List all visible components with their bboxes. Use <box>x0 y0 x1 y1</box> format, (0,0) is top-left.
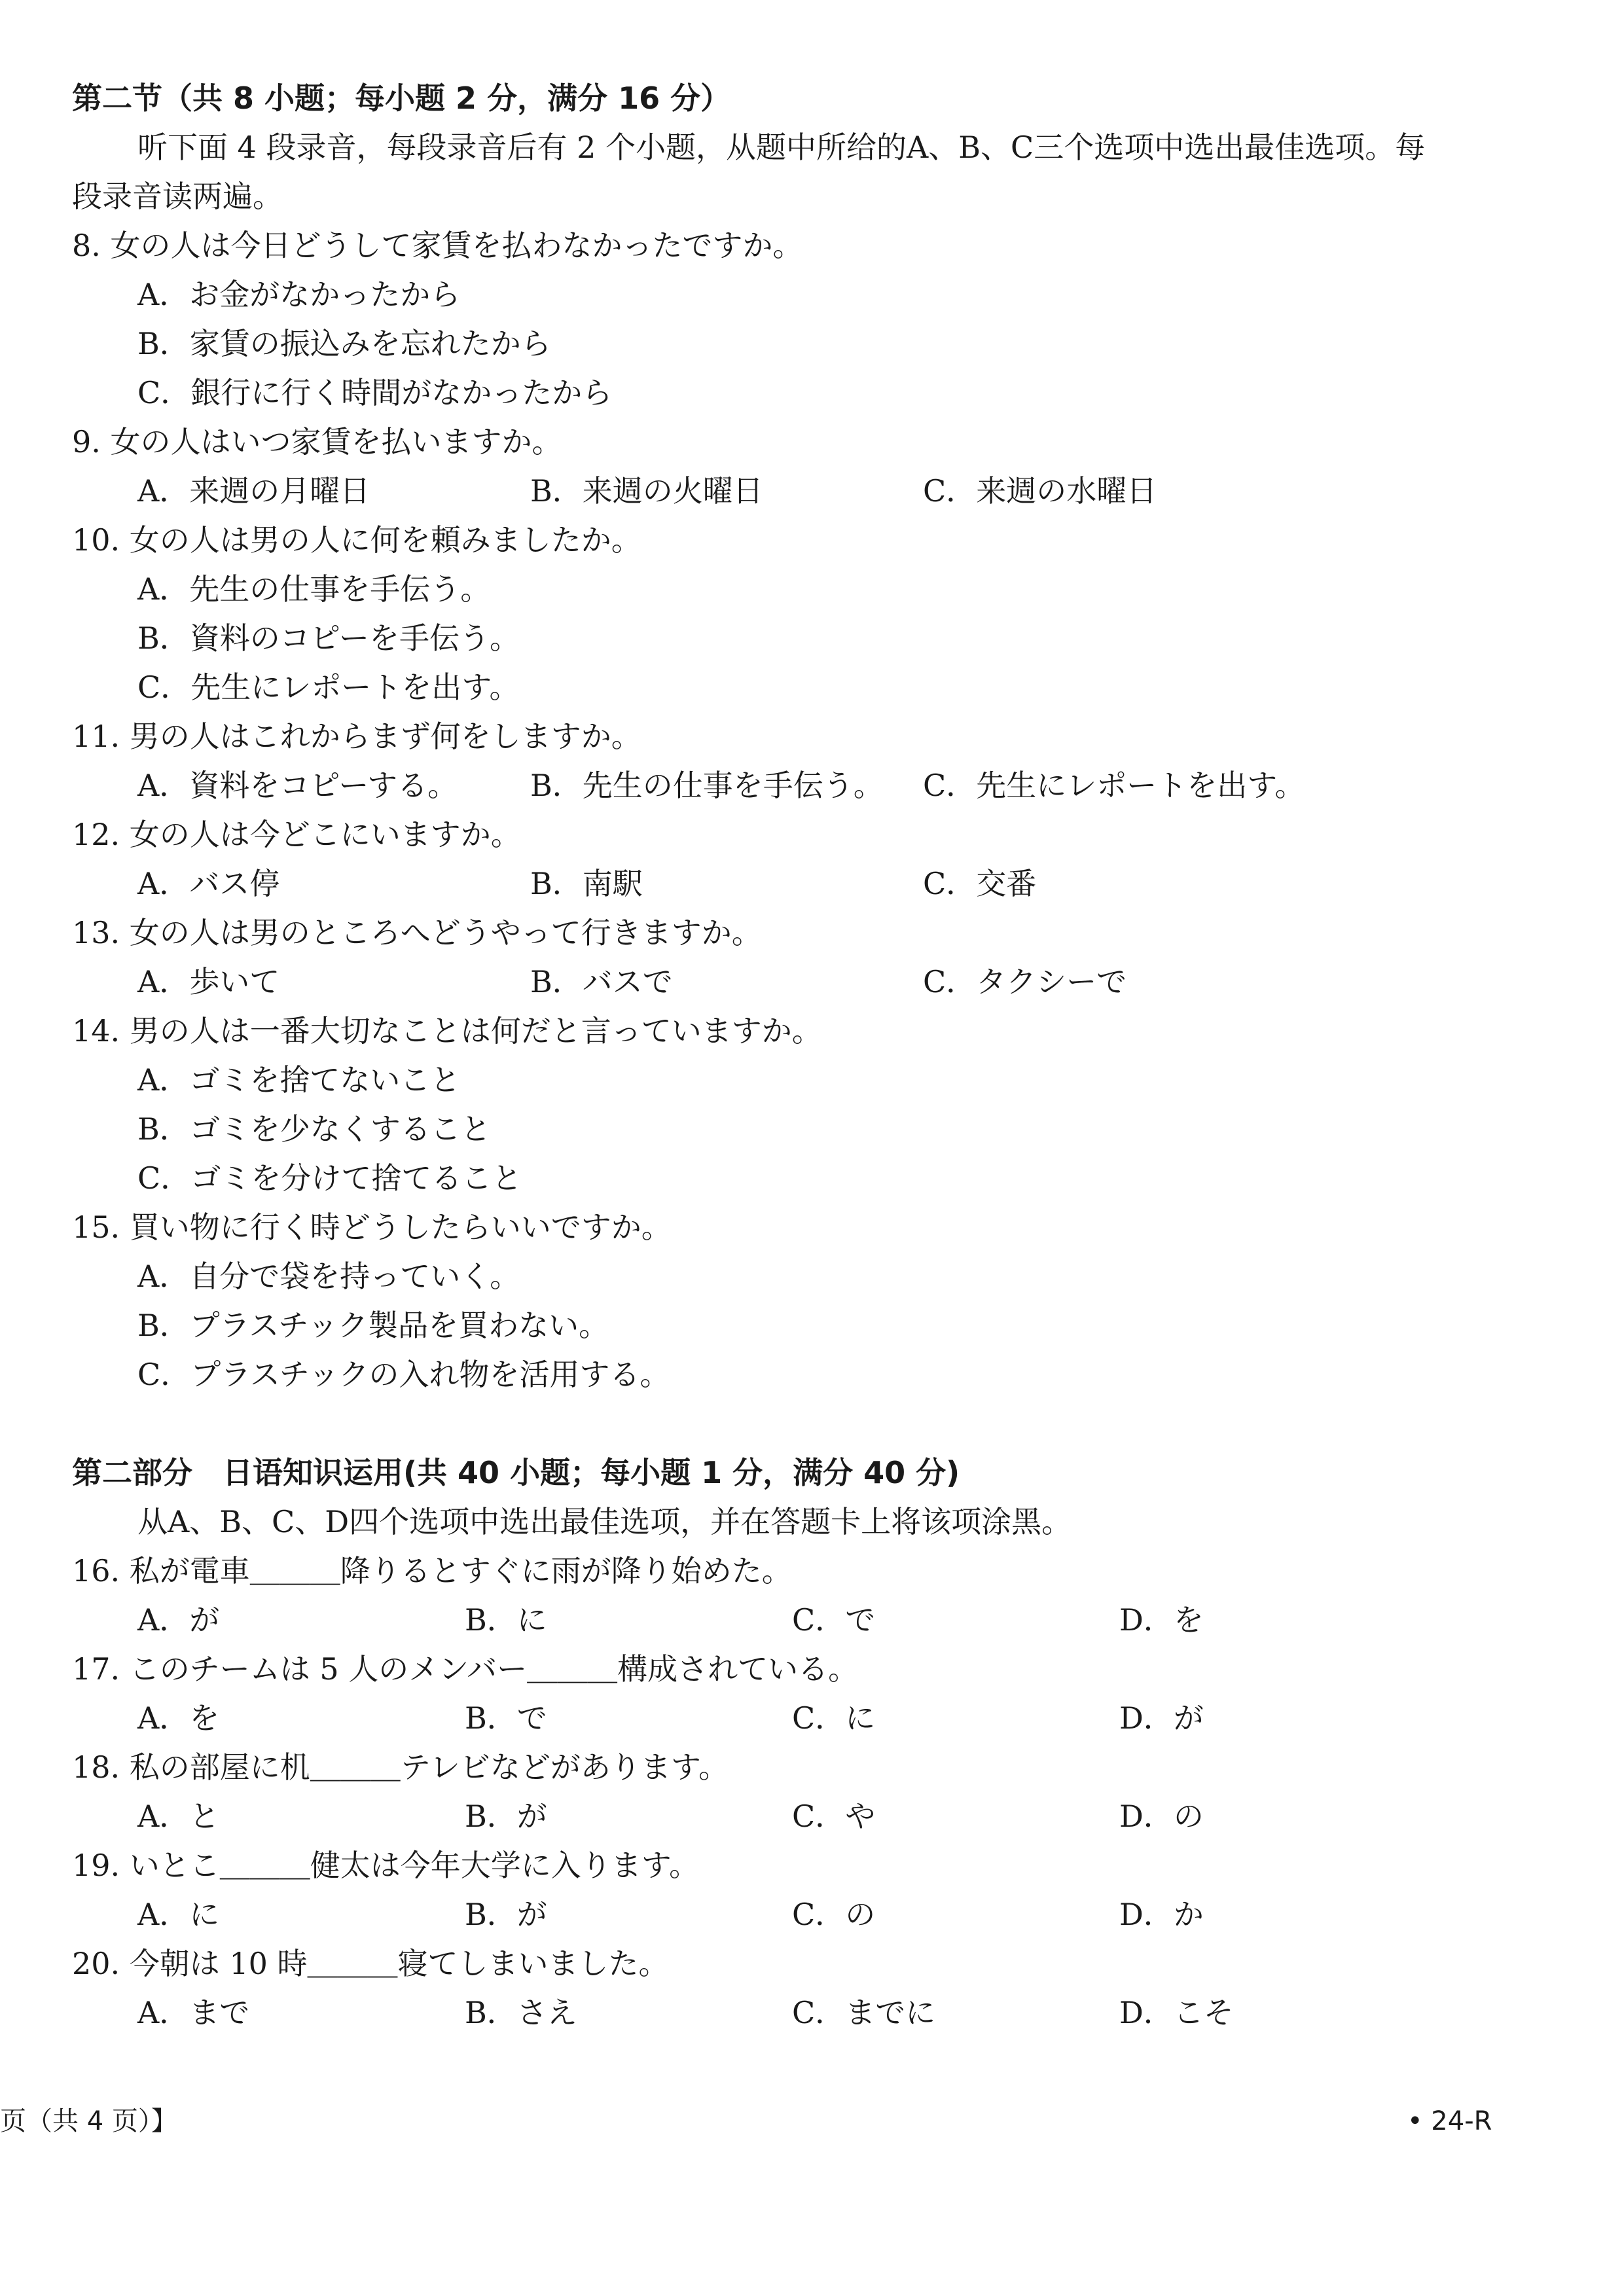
question-10-stem: 10. 女の人は男の人に何を頼みましたか。 <box>72 522 641 558</box>
question-17-option-b: B．で <box>465 1700 547 1736</box>
question-15-stem: 15. 買い物に行く時どうしたらいいですか。 <box>72 1210 672 1245</box>
question-10-option-c: C．先生にレポートを出す。 <box>137 670 520 705</box>
question-9-stem: 9. 女の人はいつ家賃を払いますか。 <box>72 424 562 459</box>
question-13-option-b: B．バスで <box>530 964 673 999</box>
question-8-option-c: C．銀行に行く時間がなかったから <box>137 375 613 410</box>
question-20-stem: 20. 今朝は 10 時＿＿＿寝てしまいました。 <box>72 1946 669 1981</box>
question-16-options <box>0 1600 1622 1640</box>
question-16-option-c: C．で <box>792 1602 876 1638</box>
question-20-option-d: D．こそ <box>1119 1995 1234 2030</box>
question-14-option-a: A．ゴミを捨てないこと <box>137 1062 461 1098</box>
question-16-option-d: D．を <box>1119 1602 1204 1638</box>
question-17-option-d: D．が <box>1119 1700 1204 1736</box>
question-9-option-a: A．来週の月曜日 <box>137 473 370 509</box>
footer-page-info: 页（共 4 页）】 <box>0 2106 177 2136</box>
question-8-stem: 8. 女の人は今日どうして家賃を払わなかったですか。 <box>72 228 803 263</box>
question-17-options <box>0 1698 1622 1738</box>
question-18-option-d: D．の <box>1119 1799 1204 1834</box>
question-19-option-d: D．か <box>1119 1897 1204 1932</box>
section-heading: 第二节（共 8 小题；每小题 2 分，满分 16 分） <box>72 81 731 116</box>
question-13-option-a: A．歩いて <box>137 964 280 999</box>
question-8-option-b: B．家賃の振込みを忘れたから <box>137 326 551 361</box>
question-13-stem: 13. 女の人は男のところへどうやって行きますか。 <box>72 915 762 950</box>
question-12-option-a: A．バス停 <box>137 866 280 901</box>
question-10-option-b: B．資料のコピーを手伝う。 <box>137 620 520 656</box>
question-19-option-b: B．が <box>465 1897 547 1932</box>
question-18-option-b: B．が <box>465 1799 547 1834</box>
question-18-options <box>0 1797 1622 1836</box>
question-17-option-a: A．を <box>137 1700 220 1736</box>
question-11-option-c: C．先生にレポートを出す。 <box>923 768 1305 803</box>
question-20-options <box>0 1993 1622 2032</box>
footer-code: • 24-R <box>1407 2106 1492 2136</box>
question-13-option-c: C．タクシーで <box>923 964 1127 999</box>
question-16-stem: 16. 私が電車＿＿＿降りるとすぐに雨が降り始めた。 <box>72 1553 792 1588</box>
question-10-option-a: A．先生の仕事を手伝う。 <box>137 571 491 607</box>
question-12-option-c: C．交番 <box>923 866 1037 901</box>
question-11-option-a: A．資料をコピーする。 <box>137 768 458 803</box>
question-19-stem: 19. いとこ＿＿＿健太は今年大学に入ります。 <box>72 1848 700 1883</box>
question-19-option-c: C．の <box>792 1897 876 1932</box>
question-11-option-b: B．先生の仕事を手伝う。 <box>530 768 884 803</box>
question-18-option-c: C．や <box>792 1799 876 1834</box>
question-12-option-b: B．南駅 <box>530 866 643 901</box>
question-8-option-a: A．お金がなかったから <box>137 277 461 312</box>
question-9-option-c: C．来週の水曜日 <box>923 473 1157 509</box>
question-15-option-a: A．自分で袋を持っていく。 <box>137 1259 520 1294</box>
question-9-option-b: B．来週の火曜日 <box>530 473 763 509</box>
question-11-options <box>0 766 1622 805</box>
question-17-stem: 17. このチームは 5 人のメンバー＿＿＿構成されている。 <box>72 1651 859 1687</box>
question-9-options <box>0 471 1622 511</box>
question-19-options <box>0 1895 1622 1934</box>
question-14-option-c: C．ゴミを分けて捨てること <box>137 1160 522 1196</box>
section-instruction-line2: 段录音读两遍。 <box>72 179 283 214</box>
question-15-option-b: B．プラスチック製品を買わない。 <box>137 1308 609 1343</box>
question-12-options <box>0 864 1622 903</box>
question-20-option-b: B．さえ <box>465 1995 577 2030</box>
question-16-option-a: A．が <box>137 1602 220 1638</box>
question-20-option-c: C．までに <box>792 1995 936 2030</box>
section-instruction-line1: 听下面 4 段录音，每段录音后有 2 个小题，从题中所给的A、B、C三个选项中选出最佳选项。每 <box>137 130 1426 165</box>
question-19-option-a: A．に <box>137 1897 220 1932</box>
part2-heading: 第二部分 日语知识运用(共 40 小题；每小题 1 分，满分 40 分) <box>72 1455 960 1490</box>
question-18-stem: 18. 私の部屋に机＿＿＿テレビなどがあります。 <box>72 1749 729 1785</box>
question-11-stem: 11. 男の人はこれからまず何をしますか。 <box>72 719 641 754</box>
question-15-option-c: C．プラスチックの入れ物を活用する。 <box>137 1357 670 1392</box>
question-17-option-c: C．に <box>792 1700 876 1736</box>
question-14-stem: 14. 男の人は一番大切なことは何だと言っていますか。 <box>72 1013 822 1049</box>
question-12-stem: 12. 女の人は今どこにいますか。 <box>72 817 521 852</box>
question-16-option-b: B．に <box>465 1602 547 1638</box>
question-14-option-b: B．ゴミを少なくすること <box>137 1111 491 1147</box>
question-20-option-a: A．まで <box>137 1995 250 2030</box>
part2-instruction: 从A、B、C、D四个选项中选出最佳选项，并在答题卡上将该项涂黑。 <box>137 1504 1072 1539</box>
question-13-options <box>0 962 1622 1001</box>
question-18-option-a: A．と <box>137 1799 220 1834</box>
